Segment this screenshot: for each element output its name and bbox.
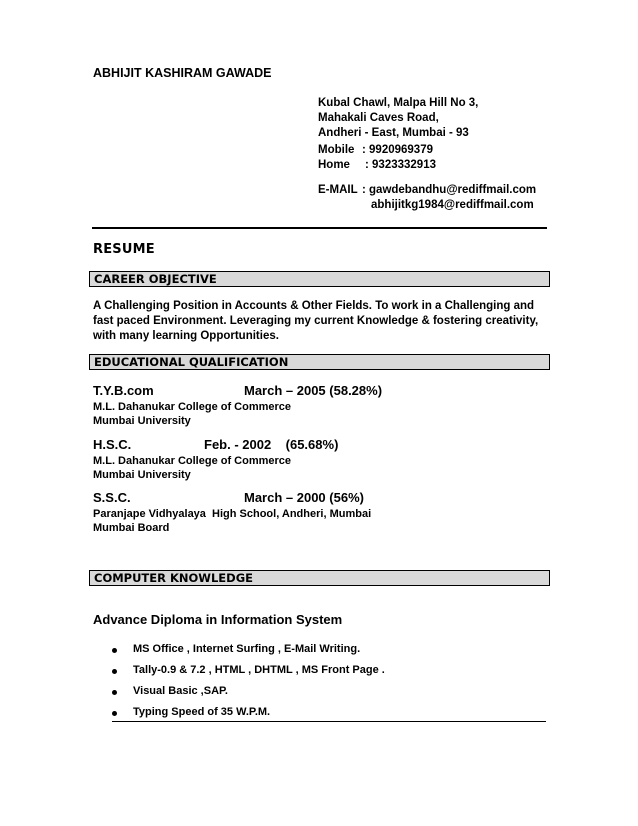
email-block	[318, 183, 558, 213]
board-name: Mumbai University	[93, 415, 191, 427]
address-line: Kubal Chawl, Malpa Hill No 3,	[318, 97, 479, 109]
college-name: M.L. Dahanukar College of Commerce	[93, 401, 292, 413]
degree-date: March – 2000 (56%)	[244, 490, 364, 505]
board-name: Mumbai University	[93, 469, 191, 481]
email-primary: : gawdebandhu@rediffmail.com	[362, 184, 537, 196]
skill-text: Typing Speed of 35 W.P.M.	[133, 706, 271, 718]
objective-line: fast paced Environment. Leveraging my current Knowledge & fostering creativity,	[93, 315, 539, 327]
section-title: CAREER OBJECTIVE	[94, 272, 217, 286]
degree-name: S.S.C.	[93, 490, 131, 505]
bullet-icon	[112, 711, 117, 716]
school-name: Paranjape Vidhyalaya High School, Andheri, Mumbai	[93, 508, 372, 520]
email-secondary: abhijitkg1984@rediffmail.com	[371, 199, 534, 211]
diploma-title: Advance Diploma in Information System	[93, 612, 343, 627]
section-header-career-objective	[89, 271, 550, 287]
bullet-icon	[112, 669, 117, 674]
objective-line: with many learning Opportunities.	[93, 330, 279, 342]
degree-date: Feb. - 2002 (65.68%)	[204, 437, 339, 452]
skill-text: Visual Basic ,SAP.	[133, 685, 228, 697]
education-entry	[93, 437, 493, 482]
degree-name: T.Y.B.com	[93, 383, 154, 398]
degree-date: March – 2005 (58.28%)	[244, 383, 383, 398]
footer-divider	[112, 721, 546, 722]
address-line: Andheri - East, Mumbai - 93	[318, 127, 469, 139]
email-row	[318, 183, 558, 198]
bullet-icon	[112, 690, 117, 695]
computer-skills-list	[112, 643, 532, 723]
bullet-icon	[112, 648, 117, 653]
home-label: Home	[318, 159, 350, 171]
career-objective-text	[93, 299, 553, 344]
education-entry	[93, 490, 493, 535]
candidate-name: ABHIJIT KASHIRAM GAWADE	[93, 66, 272, 80]
address-line: Mahakali Caves Road,	[318, 112, 439, 124]
education-entry	[93, 383, 493, 428]
skill-text: MS Office , Internet Surfing , E-Mail Writing.	[133, 643, 361, 655]
section-title: COMPUTER KNOWLEDGE	[94, 571, 254, 585]
degree-name: H.S.C.	[93, 437, 132, 452]
home-number: : 9323332913	[365, 159, 436, 171]
resume-title: RESUME	[93, 242, 155, 257]
email-row	[318, 198, 558, 213]
header-divider	[92, 227, 547, 229]
objective-line: A Challenging Position in Accounts & Other Fields. To work in a Challenging and	[93, 300, 535, 312]
mobile-label: Mobile	[318, 144, 355, 156]
address-block	[318, 96, 478, 141]
college-name: M.L. Dahanukar College of Commerce	[93, 455, 292, 467]
mobile-number: : 9920969379	[362, 144, 433, 156]
section-title: EDUCATIONAL QUALIFICATION	[94, 355, 289, 369]
section-header-computer-knowledge	[89, 570, 550, 586]
section-header-education	[89, 354, 550, 370]
board-name: Mumbai Board	[93, 522, 170, 534]
skill-text: Tally-0.9 & 7.2 , HTML , DHTML , MS Front Page .	[133, 664, 385, 676]
email-label: E-MAIL	[318, 184, 358, 196]
